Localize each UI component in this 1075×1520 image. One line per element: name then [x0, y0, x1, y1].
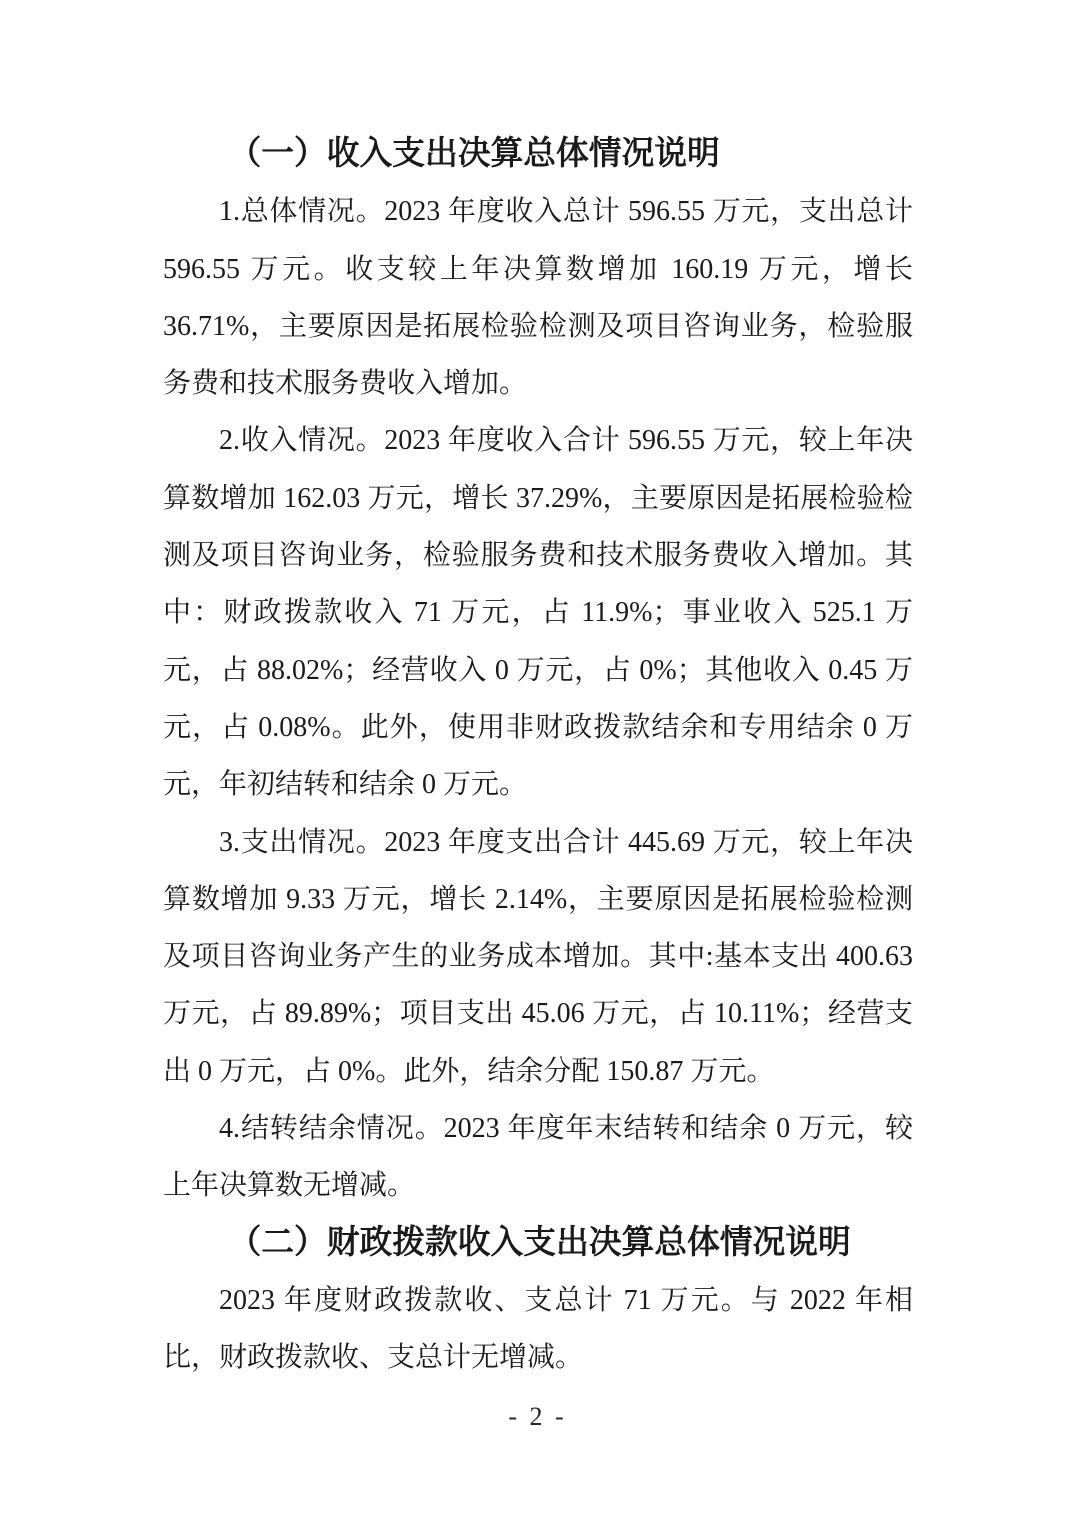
- page-number: - 2 -: [508, 1402, 567, 1431]
- section-heading-income-expenditure-overview: （一）收入支出决算总体情况说明: [228, 136, 720, 172]
- paragraph-overall-situation: 1.总体情况。2023 年度收入总计 596.55 万元，支出总计 596.55 万元。收支较上年决算数增加 160.19 万元，增长 36.71%，主要原因是拓展检验检测及项目咨询业务，检验服务费和技术服务费收入增加。: [163, 196, 913, 400]
- paragraph-income-situation: 2.收入情况。2023 年度收入合计 596.55 万元，较上年决算数增加 162.03 万元，增长 37.29%，主要原因是拓展检验检测及项目咨询业务，检验服务费和技术服务费收入增加。其中：财政拨款收入 71 万元，占 11.9%；事业收入 525.1 万元，占 88.02%；经营收入 0 万元，占 0%；其他收入 0.45 万元，占 0.08%。此外，使用非财政拨款结余和专用结余 0 万元，年初结转和结余 0 万元。: [163, 425, 913, 801]
- document-content: [163, 126, 913, 1387]
- paragraph-carryover-balance-situation: 4.结转结余情况。2023 年度年末结转和结余 0 万元，较上年决算数无增减。: [163, 1113, 913, 1202]
- section-heading-fiscal-appropriation-overview: （二）财政拨款收入支出决算总体情况说明: [228, 1224, 851, 1261]
- paragraph-fiscal-appropriation-total: 2023 年度财政拨款收、支总计 71 万元。与 2022 年相比，财政拨款收、支总计无增减。: [163, 1284, 913, 1374]
- paragraph-expenditure-situation: 3.支出情况。2023 年度支出合计 445.69 万元，较上年决算数增加 9.33 万元，增长 2.14%，主要原因是拓展检验检测及项目咨询业务产生的业务成本增加。其中:基本支出 400.63 万元，占 89.89%；项目支出 45.06 万元，占 10.11%；经营支出 0 万元，占 0%。此外，结余分配 150.87 万元。: [163, 826, 913, 1087]
